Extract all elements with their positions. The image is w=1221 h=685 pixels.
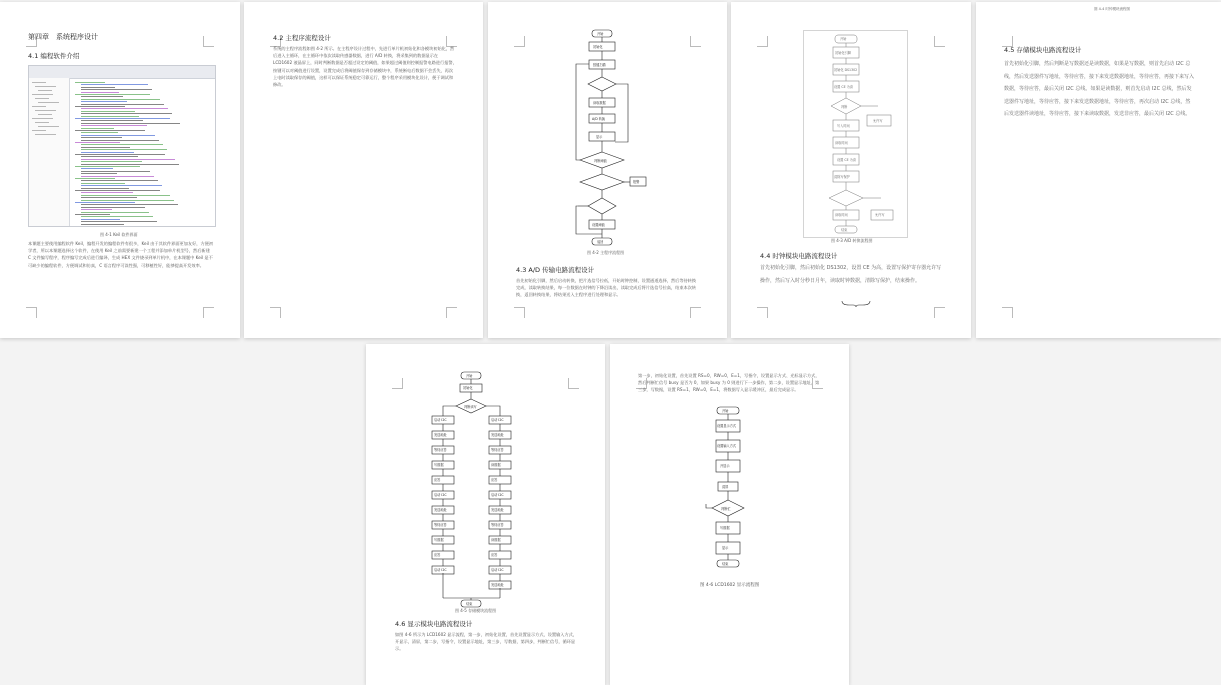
write-branch <box>432 416 454 574</box>
svg-text:初始化引脚: 初始化引脚 <box>835 51 851 55</box>
code-line <box>81 92 119 93</box>
code-line <box>81 144 163 145</box>
svg-text:结束: 结束 <box>841 228 848 232</box>
code-line <box>81 108 168 109</box>
body-text: 如图 4-6 所示为 LCD1602 显示流程，第一步，初始化设置，首先设置显示方式，设置输入方式，开显示，清屏，第二步，写指令，设置显示地址，第三步，写数据，第四步，判断忙信号，循环显示。 <box>395 632 578 652</box>
tree-item[interactable] <box>32 82 46 83</box>
svg-text:判断读写: 判断读写 <box>464 405 477 409</box>
code-line <box>81 185 162 186</box>
svg-text:A/D 转换: A/D 转换 <box>592 117 606 121</box>
flow-step-label: 应答 <box>434 553 441 557</box>
code-line <box>81 156 138 157</box>
document-page-5 <box>976 2 1221 338</box>
main-flowchart <box>488 2 727 252</box>
code-line <box>81 216 153 217</box>
code-line <box>81 123 180 124</box>
code-line <box>81 209 112 210</box>
section-title: 4.2 主程序流程设计 <box>273 34 331 42</box>
svg-text:判断阈值: 判断阈值 <box>594 159 607 163</box>
svg-text:开显示: 开显示 <box>720 464 730 468</box>
figure-caption: 图 4-6 LCD1602 显示流程图 <box>700 583 760 588</box>
svg-text:结束: 结束 <box>466 602 473 606</box>
svg-text:结束: 结束 <box>722 562 729 566</box>
code-line <box>81 221 157 222</box>
flow-step-label: 等待应答 <box>491 448 504 452</box>
body-text: 首先初始化引脚，然后判断是写数据还是读数据，如果是写数据，则首先启动 I2C 总线，然后发送器件写地址，等待应答，接下来发送数据地址，等待应答，再接下来写入数据，等待应答，最后关闭 I2C 总线。如果是读数据，则首先启动 I2C 总线，然后发送器件写地址，等待应答，接下来发送数据地址，等待应答，再次启动 I2C 总线，然后发送器件读地址，等待应答，接下来读取数据，发送非应答，最后关闭 I2C 总线。 <box>1004 61 1195 117</box>
svg-text:允许写: 允许写 <box>875 213 885 217</box>
body-text: 首先初始化引脚，然后启动转换，把片选信号拉低，开始时钟控制，设置通道选择，然后等待转换完成，读取转换结果，每一位数据在时钟的下降沿读出，读取完成后将片选信号拉高，结束本次转换，返回转换结果，将结果送入主程序进行处理和显示。 <box>516 278 697 298</box>
code-line <box>81 212 149 213</box>
code-line <box>81 87 115 88</box>
code-line <box>75 166 140 167</box>
svg-text:判断: 判断 <box>841 105 848 109</box>
code-line <box>81 192 133 193</box>
flow-step-label: 应答 <box>434 478 441 482</box>
body-text: 第一步，初始化设置，首先设置 RS=0，RW=0，E=1，写指令，设置显示方式、光标显示方式，然后判断忙信号 busy 是否为 0，如果 busy 为 0 则进行下一步操作，第二步，设置显示地址，第三步，写数据，设置 RS=1，RW=0，E=1，将数据写入显示缓冲区，最后完成显示。 <box>638 373 820 393</box>
svg-text:读取数据: 读取数据 <box>593 101 606 105</box>
svg-text:设置 CE 为高: 设置 CE 为高 <box>834 85 854 89</box>
tree-item[interactable] <box>38 126 59 127</box>
code-line <box>81 164 179 165</box>
document-page-7 <box>610 344 849 685</box>
document-page-1 <box>0 2 240 338</box>
svg-text:清屏: 清屏 <box>722 485 729 489</box>
svg-text:按键扫描: 按键扫描 <box>593 63 606 67</box>
code-line <box>81 111 135 112</box>
page-header: 图 4-4 时钟模块流程图 <box>1094 7 1130 11</box>
svg-text:设置阈值: 设置阈值 <box>592 223 605 227</box>
svg-text:判断忙: 判断忙 <box>721 507 731 511</box>
lcd-flowchart <box>610 344 849 584</box>
svg-text:读取时间: 读取时间 <box>835 213 848 217</box>
code-line <box>81 84 148 85</box>
code-line <box>81 96 123 97</box>
tree-item[interactable] <box>38 114 52 115</box>
svg-text:开始: 开始 <box>597 32 604 36</box>
tree-item[interactable] <box>35 86 56 87</box>
code-line <box>81 128 114 129</box>
tree-item[interactable] <box>38 90 52 91</box>
code-line <box>81 168 113 169</box>
tree-item[interactable] <box>35 122 49 123</box>
svg-text:初始化: 初始化 <box>463 386 473 390</box>
svg-text:写入时间: 写入时间 <box>837 124 850 128</box>
code-line <box>81 183 125 184</box>
document-page-6 <box>366 344 605 685</box>
document-page-3 <box>488 2 727 338</box>
code-line <box>75 82 105 83</box>
flow-step-label: 等待应答 <box>491 523 504 527</box>
code-line <box>81 137 122 138</box>
section-title: 4.1 编程软件介绍 <box>28 52 80 60</box>
flow-step-label: 等待应答 <box>434 523 447 527</box>
code-line <box>75 178 115 179</box>
svg-text:初始化: 初始化 <box>593 45 603 49</box>
section-title: 4.4 时钟模块电路流程设计 <box>760 252 838 260</box>
code-line <box>81 89 152 90</box>
svg-text:显示: 显示 <box>722 546 729 550</box>
code-line <box>81 149 167 150</box>
code-line <box>75 154 165 155</box>
svg-text:写数据: 写数据 <box>720 526 730 530</box>
code-line <box>81 152 134 153</box>
flow-step-label: 启动 I2C <box>491 418 504 422</box>
section-title: 4.3 A/D 传输电路流程设计 <box>516 266 595 274</box>
code-line <box>81 207 145 208</box>
code-line <box>81 132 118 133</box>
flow-step-label: 启动 I2C <box>434 493 447 497</box>
svg-text:设置显示方式: 设置显示方式 <box>717 424 737 428</box>
svg-text:清除写保护: 清除写保护 <box>834 175 850 179</box>
body-text: 本课题主要使用编程软件 Keil，编程开发的编程软件有很多，Keil 由于其软件界面更加友好，方便初学者，所以本课题选择这个软件，在使用 Keil 之前需要新建一个工程并添加单片机型号，然后新建 C 文件编写程序，程序编写完成后进行编译，生成 HEX 文件烧录到单片机中，在本课题中 Keil 是不可缺少的编程软件，方便调试和仿真，C 语言程序可读性强，可移植性好，能够提高开发效率。 <box>28 241 214 268</box>
svg-text:返回: 返回 <box>597 240 604 244</box>
svg-text:初始化 DS1302: 初始化 DS1302 <box>834 68 858 72</box>
chapter-title: 第四章 系统程序设计 <box>28 33 98 41</box>
tree-item[interactable] <box>35 98 49 99</box>
code-line <box>81 113 172 114</box>
code-line <box>75 118 170 119</box>
clock-flowchart <box>731 2 971 242</box>
code-line <box>81 188 129 189</box>
tree-item[interactable] <box>35 110 56 111</box>
flow-step-label: 读数据 <box>491 463 501 467</box>
svg-text:显示: 显示 <box>596 135 603 139</box>
document-page-4 <box>731 2 971 338</box>
code-line <box>81 159 175 160</box>
code-line <box>81 204 178 205</box>
code-line <box>81 120 143 121</box>
figure-caption: 图 4-2 主程序流程图 <box>587 250 625 255</box>
code-line <box>75 130 145 131</box>
flow-step-label: 读数据 <box>491 538 501 542</box>
storage-flowchart <box>366 344 605 619</box>
code-line <box>81 200 174 201</box>
brace-mark <box>841 300 871 308</box>
flow-step-label: 写数据 <box>434 538 444 542</box>
code-line <box>81 101 127 102</box>
code-line <box>81 135 155 136</box>
document-page-2 <box>244 2 483 338</box>
tree-item[interactable] <box>32 94 53 95</box>
code-line <box>81 180 158 181</box>
flow-step-label: 发送地址 <box>491 433 504 437</box>
code-line <box>81 116 139 117</box>
code-line <box>81 224 124 225</box>
body-text: 首先初始化引脚，然后初始化 DS1302，设置 CE 为高，设置写保护寄存器允许写操作，然后写入时分秒日月年，读取时钟数据，清除写保护，结束操作。 <box>760 265 942 284</box>
svg-text:报警: 报警 <box>633 180 640 184</box>
svg-text:读取时间: 读取时间 <box>835 141 848 145</box>
flow-step-label: 发送地址 <box>434 508 447 512</box>
flow-step-label: 启动 I2C <box>491 568 504 572</box>
svg-text:开始: 开始 <box>840 37 847 41</box>
body-text: 系统的主程序流程如图 4-2 所示。在主程序设计过程中，先进行单片机初始化和各模块初始化，然后进入主循环，在主循环中依次读取传感器数据，进行 A/D 转换，将采集到的数据显示在 LCD1602 液晶屏上，同时判断数据是否超过设定的阈值，如果超过阈值则控制报警电路进行报警，按键可以对阈值进行设置，设置完成后将阈值保存到存储模块中，系统断电后数据不会丢失，再次上电时读取保存的阈值，这样可以保证系统稳定可靠运行，整个程序采用模块化设计，便于调试和修改。 <box>273 46 457 88</box>
tree-item[interactable] <box>32 130 46 131</box>
svg-text:允许写: 允许写 <box>873 119 883 123</box>
flow-step-label: 发送地址 <box>434 433 447 437</box>
code-line <box>81 195 170 196</box>
section-title: 4.6 显示模块电路流程设计 <box>395 620 473 628</box>
code-line <box>75 190 160 191</box>
flow-step-label: 发送地址 <box>491 508 504 512</box>
svg-text:设置输入方式: 设置输入方式 <box>717 444 737 448</box>
flow-step-label: 启动 I2C <box>434 418 447 422</box>
code-line <box>81 125 147 126</box>
code-line <box>75 202 135 203</box>
flow-step-label: 写数据 <box>434 463 444 467</box>
code-line <box>81 99 160 100</box>
code-line <box>75 214 110 215</box>
flow-step-label: 应答 <box>491 478 498 482</box>
tree-item[interactable] <box>32 106 46 107</box>
section-title: 4.5 存储模块电路流程设计 <box>1004 46 1082 54</box>
figure-caption: 图 4-1 Keil 软件界面 <box>100 232 138 237</box>
figure-caption: 图 4-5 存储模块流程图 <box>455 608 497 613</box>
svg-text:开始: 开始 <box>722 409 729 413</box>
ide-project-tree <box>29 78 70 226</box>
read-branch <box>489 416 511 589</box>
svg-text:开始: 开始 <box>466 374 473 378</box>
code-line <box>75 142 120 143</box>
figure-caption: 图 4-3 A/D 转换流程图 <box>831 238 873 243</box>
code-line <box>81 173 117 174</box>
code-line <box>81 161 142 162</box>
code-line <box>81 140 159 141</box>
code-line <box>81 104 164 105</box>
ide-code-area <box>71 78 215 226</box>
code-line <box>75 106 125 107</box>
code-line <box>81 147 130 148</box>
flow-step-label: 应答 <box>491 553 498 557</box>
tree-item[interactable] <box>32 118 53 119</box>
code-line <box>81 171 150 172</box>
tree-item[interactable] <box>38 102 59 103</box>
flow-step-label: 启动 I2C <box>434 568 447 572</box>
svg-text:设置 CE 为高: 设置 CE 为高 <box>837 158 857 162</box>
code-line <box>75 94 150 95</box>
flow-step-label: 启动 I2C <box>491 493 504 497</box>
ide-screenshot <box>28 65 216 227</box>
flow-step-label: 发送地址 <box>491 583 504 587</box>
flow-step-label: 等待应答 <box>434 448 447 452</box>
code-line <box>81 219 120 220</box>
code-line <box>81 176 154 177</box>
tree-item[interactable] <box>35 134 56 135</box>
code-line <box>81 197 137 198</box>
